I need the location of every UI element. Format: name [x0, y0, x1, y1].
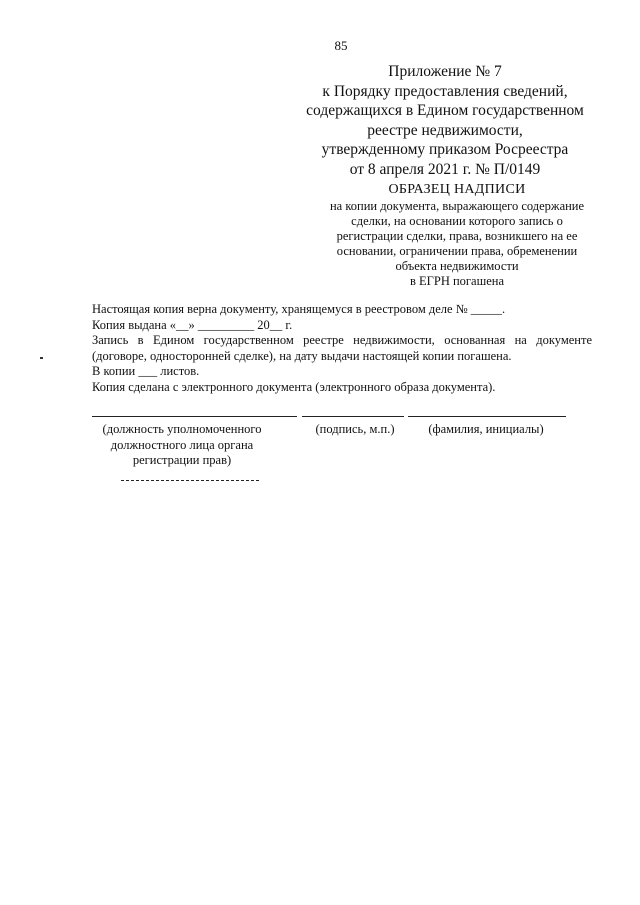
appendix-line: к Порядку предоставления сведений, — [322, 82, 568, 100]
position-label-line: (должность уполномоченного — [102, 422, 262, 436]
signature-underline — [302, 416, 404, 417]
name-label: (фамилия, инициалы) — [428, 422, 544, 436]
record-line-continued: (договоре, односторонней сделке), на дату выдачи настоящей копии погашена. — [92, 348, 512, 363]
appendix-line: Приложение № 7 — [388, 63, 502, 80]
sample-line: в ЕГРН погашена — [409, 274, 505, 288]
name-underline — [408, 416, 566, 417]
sample-title: ОБРАЗЕЦ НАДПИСИ — [388, 182, 526, 197]
appendix-line: от 8 апреля 2021 г. № П/0149 — [349, 160, 541, 178]
appendix-heading — [300, 62, 590, 179]
signature-lines — [92, 416, 572, 418]
copy-issued-line: Копия выдана «__» _________ 20__ г. — [92, 317, 293, 332]
sample-heading — [322, 181, 592, 289]
sample-line: основании, ограничении права, обременении — [336, 244, 578, 258]
signature-label: (подпись, м.п.) — [315, 422, 395, 436]
position-label-line: регистрации прав) — [132, 453, 232, 467]
inscription-body — [92, 302, 592, 395]
sheets-count-line: В копии ___ листов. — [92, 364, 200, 378]
sample-line: регистрации сделки, права, возникшего на ее — [336, 229, 578, 243]
copy-verified-line: Настоящая копия верна документу, хранящемуся в реестровом деле № _____. — [92, 302, 506, 316]
sample-line: на копии документа, выражающего содержание — [329, 199, 585, 213]
sample-line: объекта недвижимости — [395, 259, 519, 273]
record-line: Запись в Едином государственном реестре недвижимости, основанная на документе — [92, 333, 592, 347]
appendix-line: реестре недвижимости, — [367, 121, 523, 139]
appendix-line: содержащихся в Едином государственном — [306, 102, 584, 119]
closing-dash-line — [121, 480, 259, 481]
position-label — [92, 422, 272, 469]
position-underline — [92, 416, 297, 417]
position-label-line: должностного лица органа — [110, 437, 254, 452]
electronic-copy-line: Копия сделана с электронного документа (электронного образа документа). — [92, 379, 496, 394]
sample-line: сделки, на основании которого запись о — [351, 214, 563, 228]
appendix-line: утвержденному приказом Росреестра — [321, 141, 569, 158]
margin-mark — [40, 357, 43, 359]
page-number: 85 — [334, 38, 348, 53]
